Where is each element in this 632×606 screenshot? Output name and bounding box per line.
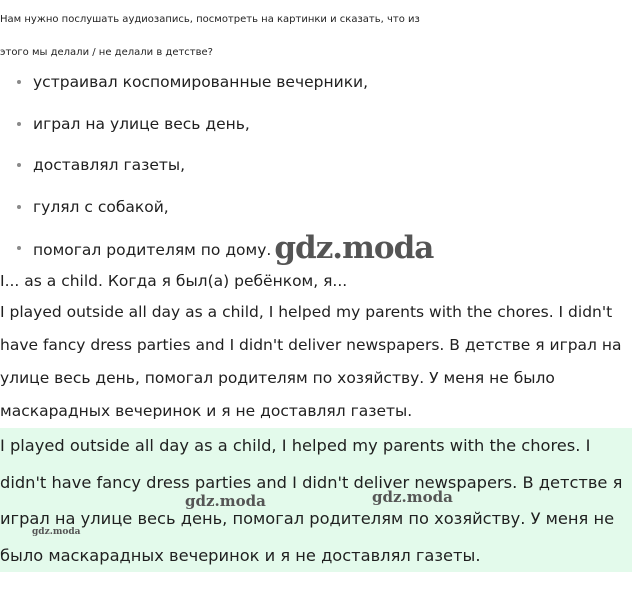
list-item-text: помогал родителям по дому.	[33, 241, 272, 259]
task-description-line-1: Нам нужно послушать аудиозапись, посмотреть на картинки и сказать, что из	[0, 14, 420, 25]
bullet-icon	[17, 122, 21, 126]
answer-line-3: улице весь день, помогал родителям по хозяйству. У меня не было	[0, 369, 555, 387]
task-description-line-2: этого мы делали / не делали в детстве?	[0, 47, 213, 58]
bullet-icon	[17, 80, 21, 84]
list-item	[0, 148, 433, 190]
highlighted-line-1: I played outside all day as a child, I helped my parents with the chores. I	[0, 436, 591, 455]
bullet-icon	[17, 246, 21, 250]
watermark-logo: gdz.moda	[185, 492, 266, 510]
list-item	[0, 190, 433, 232]
list-item-text: гулял с собакой,	[33, 197, 169, 216]
highlighted-line-2: didn't have fancy dress parties and I didn't deliver newspapers. В детстве я	[0, 472, 623, 492]
watermark-logo: gdz.moda	[372, 488, 453, 506]
highlighted-answer-text	[0, 428, 622, 574]
activity-list	[0, 65, 433, 273]
watermark-logo: gdz.moda	[32, 527, 81, 537]
task-description	[0, 3, 632, 69]
list-item-text: доставлял газеты,	[33, 156, 186, 174]
highlighted-answer-block	[0, 428, 632, 572]
answer-line-2: have fancy dress parties and I didn't deliver newspapers. В детстве я играл на	[0, 336, 622, 354]
bullet-icon	[17, 205, 21, 209]
watermark-logo: gdz.moda	[274, 230, 434, 266]
answer-line-4: маскарадных вечеринок и я не доставлял газеты.	[0, 402, 413, 420]
sentence-prompt: I... as a child. Когда я был(а) ребёнком, я...	[0, 272, 348, 290]
list-item	[0, 107, 433, 149]
list-item-text: устраивал коспомированные вечерники,	[33, 73, 369, 91]
bullet-icon	[17, 163, 21, 167]
answer-text	[0, 296, 622, 428]
list-item	[0, 65, 433, 107]
answer-line-1: I played outside all day as a child, I helped my parents with the chores. I didn't	[0, 303, 613, 321]
highlighted-line-4: было маскарадных вечеринок и я не доставлял газеты.	[0, 545, 481, 565]
highlighted-line-3: играл на улице весь день, помогал родителям по хозяйству. У меня не	[0, 509, 615, 528]
list-item-text: играл на улице весь день,	[33, 114, 250, 133]
